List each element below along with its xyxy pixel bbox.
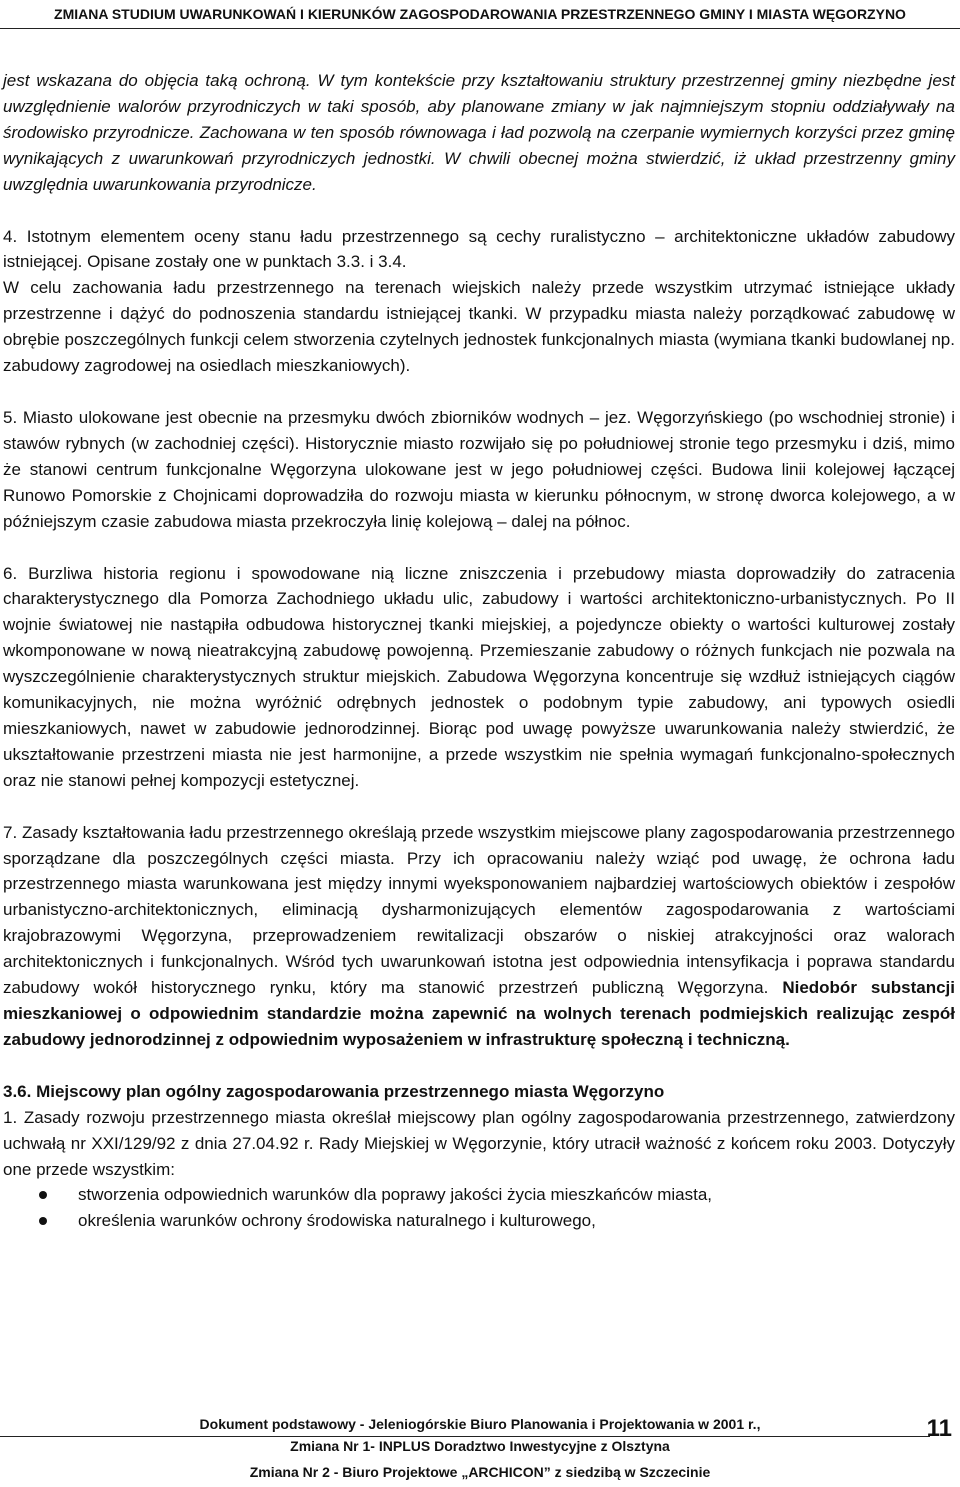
spacer [3, 1053, 955, 1079]
spacer [3, 198, 955, 224]
running-header: ZMIANA STUDIUM UWARUNKOWAŃ I KIERUNKÓW ZAGOSPODAROWANIA PRZESTRZENNEGO GMINY I MIASTA WĘGORZYNO [0, 0, 960, 29]
bullet-icon [39, 1217, 47, 1225]
list-item [3, 1208, 955, 1234]
paragraph-5: 5. Miasto ulokowane jest obecnie na przesmyku dwóch zbiorników wodnych – jez. Węgorzyńskiego (po wschodniej stronie) i stawów rybnych (w zachodniej części). Historycznie miasto rozwijało się po południowej stronie tego przesmyku i dziś, mimo że stanowi centrum funkcjonalne Węgorzyna ulokowane jest w jego południowej części. Budowa linii kolejowej łączącej Runowo Pomorskie z Chojnicami doprowadziła do rozwoju miasta w kierunku północnym, w stronę dworca kolejowego, a w późniejszym czasie zabudowa miasta przekroczyła linię kolejową – dalej na północ. [3, 407, 955, 531]
paragraph-7 [3, 820, 955, 1053]
footer-line-2: Zmiana Nr 1- INPLUS Doradztwo Inwestycyjne z Olsztyna [290, 1438, 670, 1454]
paragraph-6: 6. Burzliwa historia regionu i spowodowane nią liczne zniszczenia i przebudowy miasta doprowadziły do zatracenia charakterystycznego dla Pomorza Zachodniego układu ulic, zabudowy i wartości architektoniczno-urbanistycznych. Po II wojnie światowej nie nastąpiła odbudowa historycznej tkanki miejskiej, a pojedyncze obiekty o wartości kulturowej zostały wkomponowane w nową nieatrakcyjną zabudowę powojenną. Przemieszanie zabudowy o różnych funkcjach nie pozwala na wyszczególnienie charakterystycznych struktur miejskich. Zabudowa Węgorzyna koncentruje się wzdłuż istniejących ciągów komunikacyjnych, nie można wyróżnić odrębnych jednostek o podobnym typie zabudowy, ani typowych osiedli mieszkaniowych, nawet w zabudowie jednorodzinnej. Biorąc pod uwagę powyższe uwarunkowania należy stwierdzić, że ukształtowanie przestrzeni miasta nie jest harmonijne, a przede wszystkim nie spełnia wymagań funkcjonalno-społecznych oraz nie stanowi pełnej kompozycji estetycznej. [3, 563, 955, 790]
bullet-icon [39, 1191, 47, 1199]
paragraph-7-bold: Niedobór substancji mieszkaniowej o odpowiednim standardzie można zapewnić na wolnych terenach podmiejskich realizując zespół zabudowy jednorodzinnej z odpowiednim wyposażeniem w infrastrukturę społeczną i techniczną. [3, 978, 955, 1049]
bullet-list [3, 1182, 955, 1234]
paragraph-7-text: 7. Zasady kształtowania ładu przestrzennego określają przede wszystkim miejscowe plany zagospodarowania przestrzennego sporządzane dla poszczególnych części miasta. Przy ich opracowaniu należy wziąć pod uwagę, że ochrona ładu przestrzennego miasta warunkowana jest między innymi wyeksponowaniem najbardziej wartościowych obiektów i zespołów urbanistyczno-architektonicznych, eliminacją dysharmonizujących elementów zagospodarowania z wartościami krajobrazowymi Węgorzyna, przeprowadzeniem rewitalizacji obszarów o niskiej atrakcyjności oraz walorach architektonicznych i funkcjonalnych. Wśród tych uwarunkowań istotna jest odpowiednia intensyfikacja i poprawa standardu zabudowy wokół historycznego rynku, który ma stanowić przestrzeń publiczną Węgorzyna. [3, 822, 955, 998]
paragraph-4b: W celu zachowania ładu przestrzennego na terenach wiejskich należy przede wszystkim utrzymać istniejące układy przestrzenne i dążyć do podnoszenia standardu istniejącej tkanki. W przypadku miasta należy porządkować zabudowę w obrębie poszczególnych funkcji celem stworzenia czytelnych jednostek funkcjonalnych miasta (wymiana tkanki budowlanej np. zabudowy zagrodowej na osiedlach mieszkaniowych). [3, 278, 955, 376]
paragraph-4a: 4. Istotnym elementem oceny stanu ładu przestrzennego są cechy ruralistyczno – architektoniczne układów zabudowy istniejącej. Opisane zostały one w punktach 3.3. i 3.4. [3, 226, 955, 272]
page-body [3, 68, 955, 1234]
spacer [3, 535, 955, 561]
spacer [3, 379, 955, 405]
footer-line-1: Dokument podstawowy - Jeleniogórskie Biuro Planowania i Projektowania w 2001 r., [199, 1416, 761, 1432]
footer [0, 1413, 960, 1483]
paragraph-intro: jest wskazana do objęcia taką ochroną. W tym kontekście przy kształtowaniu struktury przestrzennej gminy niezbędne jest uwzględnienie walorów przyrodniczych w taki sposób, aby planowane zmiany w jak najmniejszym stopniu oddziaływały na środowisko przyrodnicze. Zachowana w ten sposób równowaga i ład pozwolą na czerpanie wymiernych korzyści przez gminę wynikających z uwarunkowań przyrodniczych jednostki. W chwili obecnej można stwierdzić, iż układ przestrzenny gminy uwzględnia uwarunkowania przyrodnicze. [3, 71, 955, 194]
page-number: 11 [926, 1415, 952, 1442]
footer-divider [0, 1436, 930, 1437]
spacer [3, 794, 955, 820]
list-item-text: stworzenia odpowiednich warunków dla poprawy jakości życia mieszkańców miasta, [78, 1185, 713, 1205]
section-heading: 3.6. Miejscowy plan ogólny zagospodarowania przestrzennego miasta Węgorzyno [3, 1081, 665, 1101]
list-item [3, 1182, 955, 1208]
footer-line-3: Zmiana Nr 2 - Biuro Projektowe „ARCHICON” z siedzibą w Szczecinie [249, 1464, 711, 1480]
list-item-text: określenia warunków ochrony środowiska naturalnego i kulturowego, [78, 1211, 596, 1231]
paragraph-section-1: 1. Zasady rozwoju przestrzennego miasta określał miejscowy plan ogólny zagospodarowania przestrzennego, zatwierdzony uchwałą nr XXI/129/92 z dnia 27.04.92 r. Rady Miejskiej w Węgorzynie, który utracił ważność z końcem roku 2003. Dotyczyły one przede wszystkim: [3, 1107, 955, 1179]
